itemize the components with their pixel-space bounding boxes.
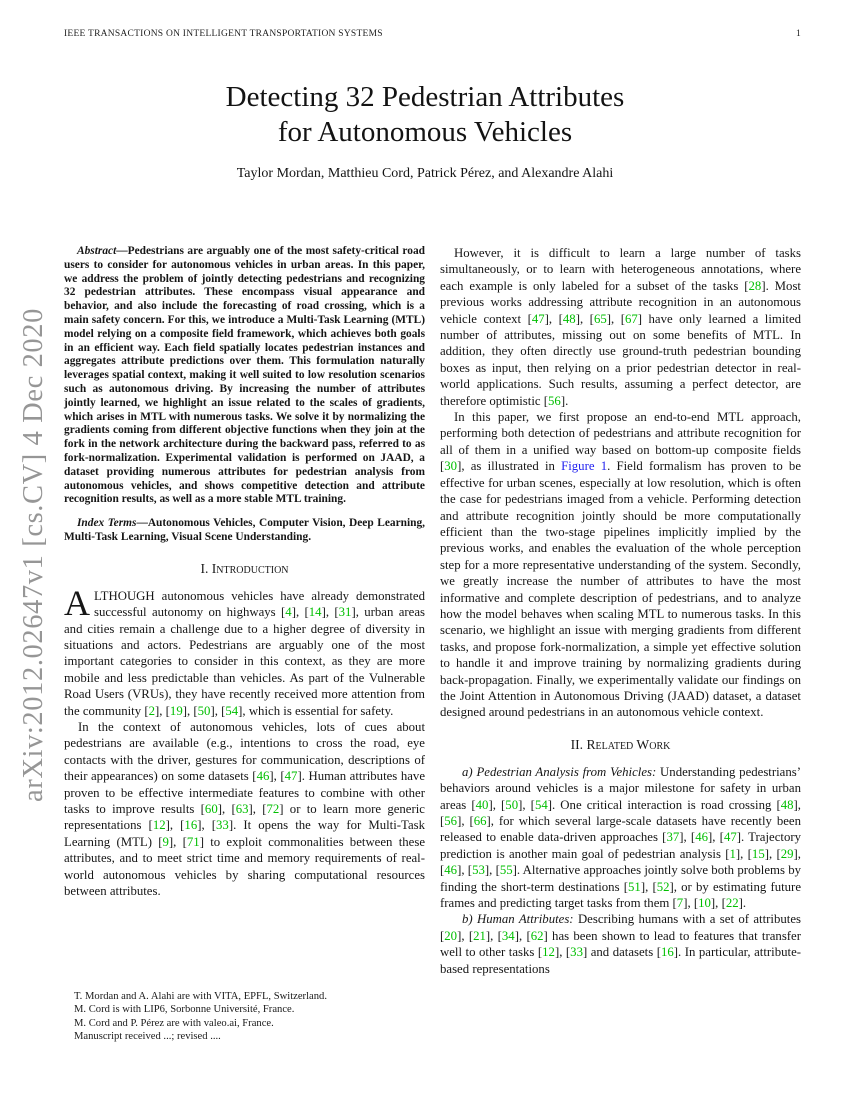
citation-link[interactable]: 63 (235, 802, 249, 817)
paragraph: However, it is difficult to learn a large number of tasks simultaneously, or to learn with heterogeneous annotations, where each example is only labeled for a subset of the tasks [28]. Most previous works addressing attribute recognition in an autonomous vehicle context [47], [48], [65], [67] have only learned a limited number of attributes, missing out on some benefits of MTL. In addition, they often directly use ground-truth pedestrian bounding boxes as input, then relying on a prior pedestrian detector in real-world applications. Such results, assuming a perfect detector, are therefore optimistic [56]. (440, 246, 802, 408)
citation-link[interactable]: 71 (186, 834, 200, 849)
citation-link[interactable]: 72 (266, 802, 280, 817)
footnote-line: M. Cord is with LIP6, Sorbonne Université, France. (74, 1004, 295, 1016)
paper-title-line1: Detecting 32 Pedestrian Attributes (225, 81, 625, 113)
citation-link[interactable]: 16 (660, 945, 674, 960)
citation-link[interactable]: 46 (256, 769, 270, 784)
citation-link[interactable]: 16 (184, 818, 198, 833)
citation-link[interactable]: 31 (338, 605, 352, 620)
citation-link[interactable]: 52 (656, 879, 670, 894)
citation-link[interactable]: 14 (308, 605, 322, 620)
citation-link[interactable]: 67 (624, 311, 638, 326)
citation-link[interactable]: 15 (751, 846, 765, 861)
right-column (440, 245, 801, 1081)
citation-link[interactable]: 34 (501, 928, 515, 943)
citation-link[interactable]: 66 (473, 814, 487, 828)
citation-link[interactable]: 50 (197, 703, 211, 718)
paragraph-lead: Index Terms (77, 517, 137, 530)
citation-link[interactable]: 47 (723, 830, 737, 845)
arxiv-watermark: arXiv:2012.02647v1 [cs.CV] 4 Dec 2020 (18, 308, 49, 802)
citation-link[interactable]: 46 (695, 830, 708, 845)
citation-link[interactable]: 40 (475, 797, 489, 812)
citation-link[interactable]: 46 (444, 863, 458, 878)
citation-link[interactable]: 54 (225, 703, 239, 718)
citation-link[interactable]: 54 (534, 797, 548, 812)
paragraph-lead: Abstract (77, 245, 117, 257)
citation-link[interactable]: 22 (725, 896, 739, 911)
citation-link[interactable]: 1 (729, 846, 736, 861)
citation-link[interactable]: 12 (542, 945, 555, 960)
footnote-line: T. Mordan and A. Alahi are with VITA, EPFL, Switzerland. (74, 991, 327, 1002)
paragraph: ALTHOUGH autonomous vehicles have already demonstrated successful autonomy on highways [4], [14], [31], urban areas and cities remain a challenge due to a higher degree of diversity in situations and actors. Pedestrians are arguably one of the most important categories to consider in this context, as they are more mobile and less predictable than vehicles. As part of the Vulnerable Road Users (VRUs), they have recently received more attention from the community [2], [19], [50], [54], which is essential for safety. (64, 582, 426, 718)
citation-link[interactable]: 53 (472, 863, 485, 878)
citation-link[interactable]: 30 (444, 459, 458, 474)
citation-link[interactable]: 51 (628, 879, 641, 894)
citation-link[interactable]: 28 (748, 278, 762, 293)
citation-link[interactable]: 10 (698, 896, 711, 911)
left-column (64, 245, 425, 985)
citation-link[interactable]: 4 (285, 605, 292, 620)
paragraph-lead: a) Pedestrian Analysis from Vehicles: (462, 764, 657, 779)
citation-link[interactable]: 37 (666, 830, 680, 845)
figure-link[interactable]: Figure 1 (561, 459, 608, 474)
citation-link[interactable]: 56 (548, 393, 561, 408)
citation-link[interactable]: 12 (152, 818, 166, 833)
drop-cap: A (64, 582, 90, 623)
author-list: Taylor Mordan, Matthieu Cord, Patrick Pérez, and Alexandre Alahi (236, 166, 614, 181)
citation-link[interactable]: 9 (162, 834, 169, 849)
title-block (0, 80, 850, 182)
citation-link[interactable]: 20 (444, 928, 458, 943)
citation-link[interactable]: 50 (505, 797, 519, 812)
journal-name: IEEE TRANSACTIONS ON INTELLIGENT TRANSPORTATION SYSTEMS (64, 29, 383, 39)
citation-link[interactable]: 55 (499, 863, 513, 878)
citation-link[interactable]: 7 (676, 896, 684, 911)
citation-link[interactable]: 60 (204, 802, 218, 817)
citation-link[interactable]: 29 (780, 846, 794, 861)
paragraph: b) Human Attributes: Describing humans with a set of attributes [20], [21], [34], [62] has been shown to lead to features that transfer well to other tasks [12], [33] and datasets [16]. In particular, attribute-based representations (440, 912, 802, 976)
citation-link[interactable]: 48 (780, 797, 794, 812)
index-terms: Index Terms—Autonomous Vehicles, Computer Vision, Deep Learning, Multi-Task Learning, Visual Scene Understanding. (64, 517, 425, 543)
citation-link[interactable]: 47 (284, 769, 298, 784)
section-heading: I. Introduction (200, 560, 289, 576)
footnote-line: M. Cord and P. Pérez are with valeo.ai, France. (74, 1017, 274, 1029)
citation-link[interactable]: 65 (593, 311, 607, 326)
paragraph-lead: b) Human Attributes: (462, 912, 574, 927)
citation-link[interactable]: 2 (148, 703, 155, 718)
citation-link[interactable]: 19 (169, 703, 183, 718)
paragraph: In this paper, we first propose an end-to-end MTL approach, performing both detection of pedestrians and attribute recognition for all of them in a unified way based on bottom-up composite fields [30], as illustrated in Figure 1. Field formalism has proven to be effective for urban scenes, especially at low resolution, which is often the case for pedestrians imaged from a vehicle. Performing detection and attribute recognition jointly should be more computationally efficient than the two-stage pipelines implicitly implied by the previous works, and enables the evaluation of the whole perception step for a more representative understanding of the system. Secondly, we greatly increase the number of attributes to have the most informative and complete description of pedestrians, and to analyze how the model behaves when scaling MTL to numerous tasks. In this scenario, we highlight an issue with merging gradients from different tasks, and propose fork-normalization, a simple yet effective solution to handle it and improve training by normalizing gradients during back-propagation. Finally, we experimentally validate our findings on the Joint Attention in Autonomous Driving (JAAD) dataset, a dataset designed around pedestrians in an autonomous vehicle context. (440, 410, 802, 720)
running-header (64, 29, 801, 39)
page-number: 1 (796, 29, 801, 39)
abstract-paragraph: Abstract—Pedestrians are arguably one of the most safety-critical road users to consider for autonomous vehicles in urban areas. In this paper, we address the problem of jointly detecting pedestrians and recognizing 32 pedestrian attributes. These encompass visual appearance and behavior, and also include the forecasting of road crossing, which is a main safety concern. For this, we introduce a Multi-Task Learning (MTL) model relying on a composite field framework, which achieves both goals in an efficient way. Each field spatially locates pedestrian instances and aggregates attribute predictions over them. This formulation naturally leverages spatial context, making it well suited to low resolution scenarios such as autonomous driving. By increasing the number of attributes jointly learned, we highlight an issue related to the scales of gradients, which arises in MTL with numerous tasks. We solve it by normalizing the gradients coming from different objective functions when they join at the fork in the network architecture during the backward pass, referred to as fork-normalization. Experimental validation is performed on JAAD, a dataset providing numerous attributes for pedestrian analysis from autonomous vehicles, and shows competitive detection and attribute recognition results, as well as a more stable MTL training. (64, 245, 425, 506)
citation-link[interactable]: 62 (530, 928, 544, 943)
footnote-block (64, 990, 425, 1044)
citation-link[interactable]: 47 (531, 311, 545, 326)
footnote-line: Manuscript received ...; revised .... (74, 1031, 221, 1043)
citation-link[interactable]: 48 (562, 311, 576, 326)
section-heading: II. Related Work (570, 736, 671, 752)
citation-link[interactable]: 33 (570, 945, 583, 960)
paragraph: In the context of autonomous vehicles, lots of cues about pedestrians are available (e.g., intentions to cross the road, eye contacts with the driver, gestures for communication, descriptions of their appearances) on some datasets [46], [47]. Human attributes have proven to be effective intermediate features to combine with other tasks to improve results [60], [63], [72] or to learn more generic representations [12], [16], [33]. It opens the way for Multi-Task Learning (MTL) [9], [71] to exploit commonalities between these attributes, and to meet strict time and memory requirements of real-world autonomous vehicles by sharing computational resources between attributes. (64, 719, 426, 899)
paper-title-line2: for Autonomous Vehicles (277, 116, 573, 148)
citation-link[interactable]: 56 (444, 814, 458, 828)
citation-link[interactable]: 21 (473, 928, 486, 943)
citation-link[interactable]: 33 (216, 818, 229, 833)
paragraph: a) Pedestrian Analysis from Vehicles: Understanding pedestrians’ behaviors around vehicles is a major milestone for safety in urban areas [40], [50], [54]. One critical interaction is road crossing [48], [56], [66], for which several large-scale datasets have recently been released to enable data-driven approaches [37], [46], [47]. Trajectory prediction is another main goal of pedestrian analysis [1], [15], [29], [46], [53], [55]. Alternative approaches jointly solve both problems by finding the short-term destinations [51], [52], or by estimating future frames and predicting target tasks from them [7], [10], [22]. (440, 764, 802, 911)
